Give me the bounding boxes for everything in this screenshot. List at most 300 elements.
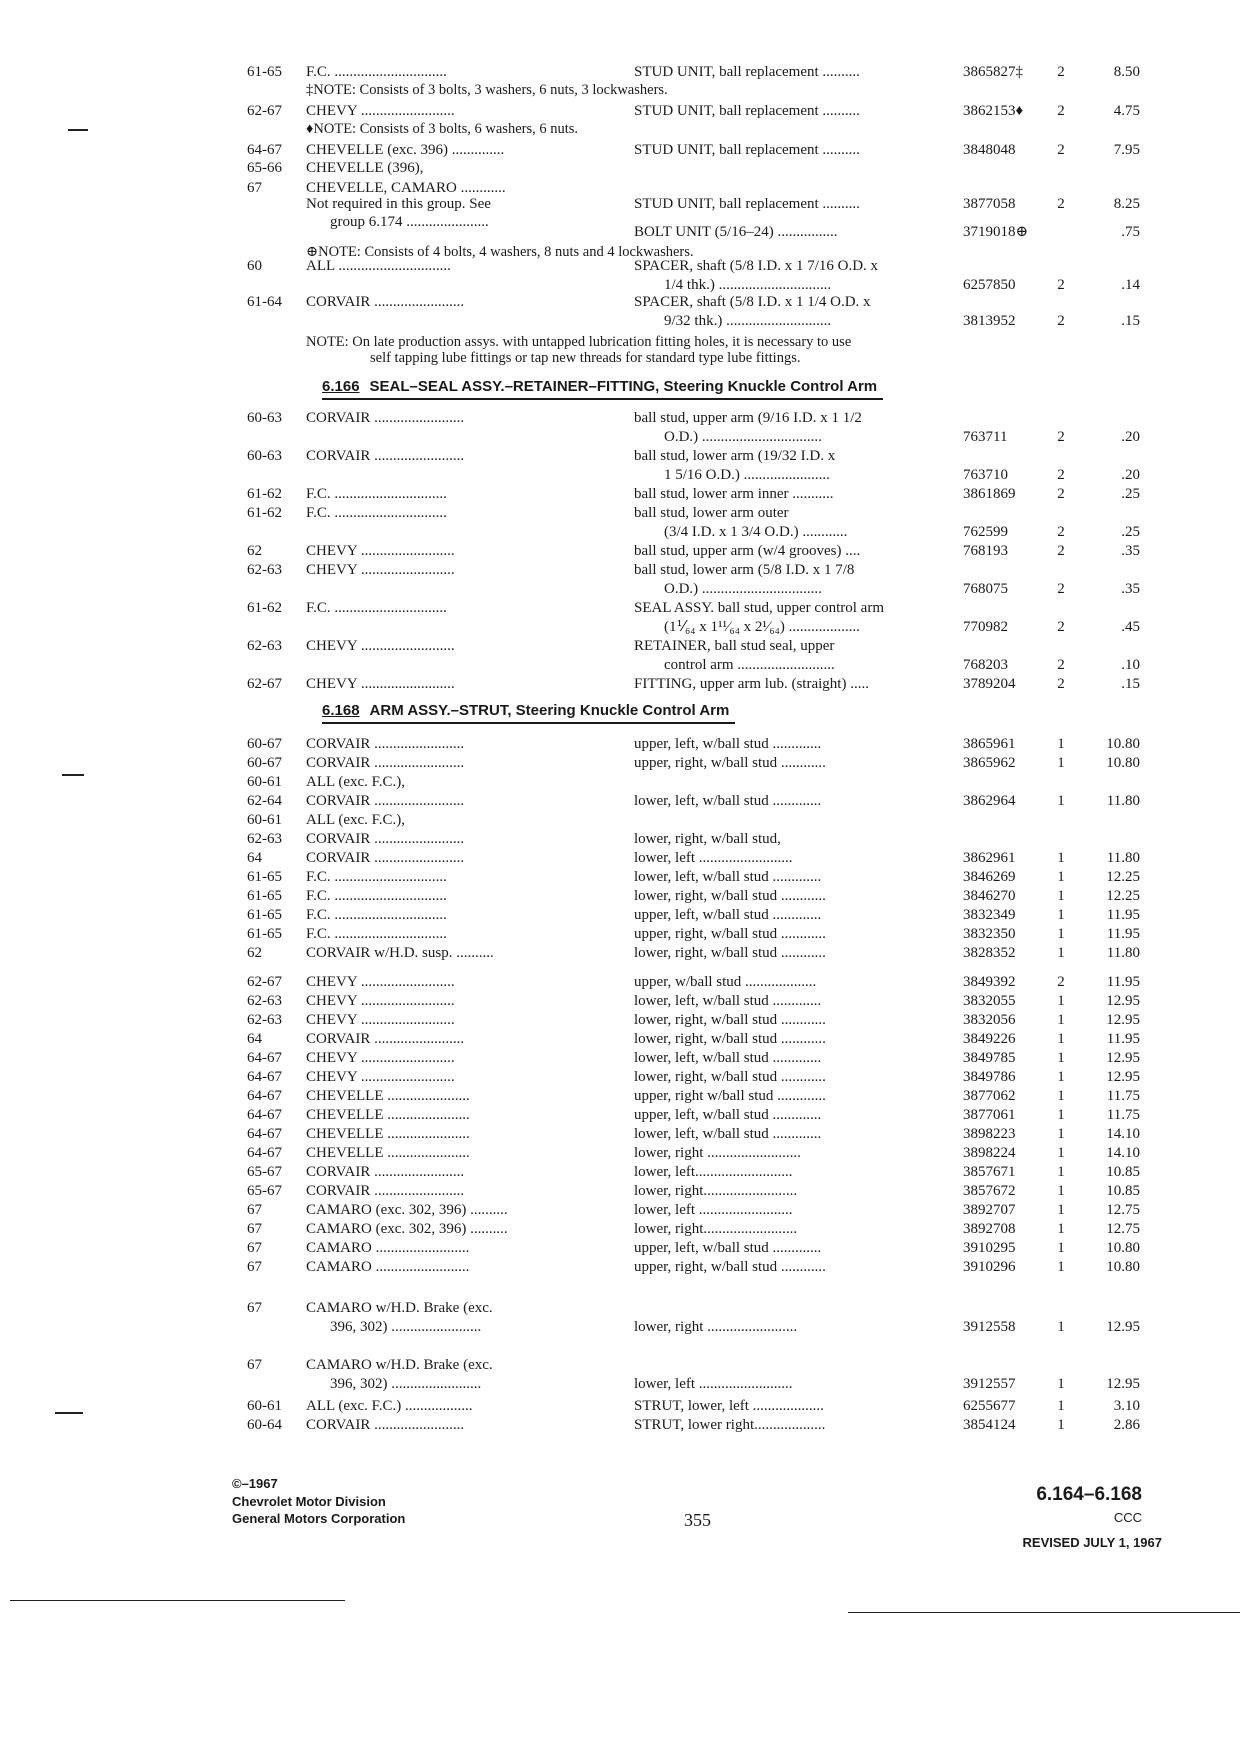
model-name: F.C. ..............................	[306, 907, 447, 923]
model-year: 62-67	[247, 974, 282, 990]
model-year: 67	[247, 1259, 262, 1275]
part-number: 3865827‡	[963, 64, 1023, 80]
model-year: 61-65	[247, 64, 282, 80]
price: .25	[1121, 486, 1140, 502]
price: 11.95	[1106, 907, 1140, 923]
quantity: 2	[1057, 581, 1065, 597]
part-number: 3910296	[963, 1259, 1016, 1275]
model-name-continued: group 6.174 ......................	[330, 214, 489, 230]
model-name: Not required in this group. See	[306, 196, 491, 212]
model-name: CORVAIR ........................	[306, 831, 465, 847]
part-description: upper, w/ball stud ...................	[634, 974, 817, 990]
part-number: 768193	[963, 543, 1008, 559]
model-name: F.C. ..............................	[306, 869, 447, 885]
model-name: CORVAIR ........................	[306, 1417, 465, 1433]
note-text: NOTE: On late production assys. with untapped lubrication fitting holes, it is necessary to use	[306, 334, 852, 350]
quantity: 2	[1057, 313, 1065, 329]
model-year: 60-61	[247, 774, 282, 790]
part-description: lower, left, w/ball stud .............	[634, 793, 822, 809]
price: 10.80	[1106, 736, 1140, 752]
code-label: CCC	[1113, 1510, 1142, 1525]
model-year: 64	[247, 850, 262, 866]
price: 12.95	[1106, 1050, 1140, 1066]
quantity: 2	[1057, 142, 1065, 158]
quantity: 2	[1057, 974, 1065, 990]
part-number: 3854124	[963, 1417, 1016, 1433]
part-description: upper, right, w/ball stud ............	[634, 755, 826, 771]
model-year: 67	[247, 1300, 262, 1316]
note-text-continued: self tapping lube fittings or tap new threads for standard type lube fittings.	[370, 350, 801, 366]
price: 8.50	[1113, 64, 1140, 80]
model-year: 61-65	[247, 926, 282, 942]
part-number: 3849786	[963, 1069, 1016, 1085]
quantity: 2	[1057, 277, 1065, 293]
part-description: SEAL ASSY. ball stud, upper control arm	[634, 600, 884, 616]
model-year: 62-63	[247, 562, 282, 578]
price: .15	[1121, 313, 1140, 329]
part-description-continued: O.D.) ................................	[664, 581, 822, 597]
model-year: 60-61	[247, 812, 282, 828]
price: .10	[1121, 657, 1140, 673]
model-year: 65-67	[247, 1164, 282, 1180]
price: 12.95	[1106, 1319, 1140, 1335]
revised-date: REVISED JULY 1, 1967	[1022, 1535, 1162, 1550]
part-description: STUD UNIT, ball replacement ..........	[634, 64, 860, 80]
model-year: 64-67	[247, 1145, 282, 1161]
part-description: ball stud, lower arm (5/8 I.D. x 1 7/8	[634, 562, 855, 578]
section-heading	[322, 376, 883, 400]
part-description: lower, right, w/ball stud ............	[634, 1012, 826, 1028]
model-name: CAMARO .........................	[306, 1259, 470, 1275]
quantity: 1	[1057, 1031, 1065, 1047]
part-number: 3861869	[963, 486, 1016, 502]
quantity: 2	[1057, 429, 1065, 445]
part-description: lower, left .........................	[634, 850, 793, 866]
model-year: 67	[247, 1357, 262, 1373]
model-year: 60-61	[247, 1398, 282, 1414]
quantity: 1	[1057, 1126, 1065, 1142]
part-number: 3912557	[963, 1376, 1016, 1392]
model-name: CHEVY .........................	[306, 1050, 455, 1066]
model-year: 61-62	[247, 600, 282, 616]
part-number: 6257850	[963, 277, 1016, 293]
model-name: CORVAIR ........................	[306, 410, 465, 426]
part-description: STUD UNIT, ball replacement ..........	[634, 142, 860, 158]
price: 11.80	[1106, 850, 1140, 866]
model-name: CHEVELLE ......................	[306, 1126, 470, 1142]
model-name: CORVAIR ........................	[306, 736, 465, 752]
part-number: 3898223	[963, 1126, 1016, 1142]
price: 11.95	[1106, 1031, 1140, 1047]
quantity: 1	[1057, 736, 1065, 752]
scan-mark	[62, 774, 84, 776]
note-text: ⊕NOTE: Consists of 4 bolts, 4 washers, 8 nuts and 4 lockwashers.	[306, 244, 694, 260]
part-number: 3857671	[963, 1164, 1016, 1180]
part-description: STUD UNIT, ball replacement ..........	[634, 103, 860, 119]
part-description: STRUT, lower, left ...................	[634, 1398, 824, 1414]
part-number: 3846269	[963, 869, 1016, 885]
part-number: 763710	[963, 467, 1008, 483]
model-year: 64	[247, 1031, 262, 1047]
scan-mark	[55, 1412, 83, 1414]
quantity: 2	[1057, 543, 1065, 559]
model-year: 67	[247, 180, 262, 196]
quantity: 1	[1057, 1398, 1065, 1414]
part-number: 3892708	[963, 1221, 1016, 1237]
quantity: 1	[1057, 869, 1065, 885]
part-number: 3719018⊕	[963, 224, 1029, 240]
part-number: 3832056	[963, 1012, 1016, 1028]
quantity: 1	[1057, 1240, 1065, 1256]
part-number: 3862964	[963, 793, 1016, 809]
quantity: 2	[1057, 196, 1065, 212]
part-description: lower, left, w/ball stud .............	[634, 1050, 822, 1066]
price: .20	[1121, 429, 1140, 445]
part-description: upper, left, w/ball stud .............	[634, 907, 822, 923]
model-name: F.C. ..............................	[306, 888, 447, 904]
price: 10.80	[1106, 755, 1140, 771]
model-year: 67	[247, 1202, 262, 1218]
part-number: 768203	[963, 657, 1008, 673]
price: 11.95	[1106, 926, 1140, 942]
part-number: 763711	[963, 429, 1008, 445]
price: .25	[1121, 524, 1140, 540]
model-name: CAMARO (exc. 302, 396) ..........	[306, 1202, 508, 1218]
price: 11.75	[1106, 1107, 1140, 1123]
model-name: CHEVELLE (exc. 396) ..............	[306, 142, 505, 158]
part-description: RETAINER, ball stud seal, upper	[634, 638, 835, 654]
part-description: ball stud, lower arm (19/32 I.D. x	[634, 448, 836, 464]
model-name: CORVAIR ........................	[306, 1031, 465, 1047]
price: 14.10	[1106, 1126, 1140, 1142]
quantity: 1	[1057, 1376, 1065, 1392]
part-description-continued: 9/32 thk.) ............................	[664, 313, 832, 329]
part-number: 3877062	[963, 1088, 1016, 1104]
model-name: CAMARO (exc. 302, 396) ..........	[306, 1221, 508, 1237]
part-description: ball stud, upper arm (9/16 I.D. x 1 1/2	[634, 410, 862, 426]
part-description-continued: (1⅟₆₄ x 1¹¹⁄₆₄ x 2¹⁄₆₄) ...................	[664, 619, 860, 635]
model-name: CORVAIR ........................	[306, 448, 465, 464]
quantity: 2	[1057, 524, 1065, 540]
price: 11.80	[1106, 945, 1140, 961]
part-description: lower, left, w/ball stud .............	[634, 1126, 822, 1142]
model-year: 64-67	[247, 1069, 282, 1085]
part-description: upper, right w/ball stud .............	[634, 1088, 826, 1104]
model-name: ALL ..............................	[306, 258, 451, 274]
quantity: 1	[1057, 1012, 1065, 1028]
quantity: 1	[1057, 1319, 1065, 1335]
model-name: CHEVELLE, CAMARO ............	[306, 180, 506, 196]
part-description: lower, right, w/ball stud ............	[634, 1031, 826, 1047]
model-year: 62-67	[247, 676, 282, 692]
quantity: 1	[1057, 993, 1065, 1009]
part-number: 768075	[963, 581, 1008, 597]
model-name: F.C. ..............................	[306, 600, 447, 616]
model-name: CORVAIR ........................	[306, 1183, 465, 1199]
price: 12.95	[1106, 993, 1140, 1009]
quantity: 2	[1057, 64, 1065, 80]
model-year: 65-66	[247, 160, 282, 176]
scan-edge-line	[10, 1600, 345, 1601]
model-name: CORVAIR ........................	[306, 793, 465, 809]
model-year: 67	[247, 1221, 262, 1237]
part-number: 3892707	[963, 1202, 1016, 1218]
page-number: 355	[684, 1510, 711, 1530]
model-year: 67	[247, 1240, 262, 1256]
part-number: 3789204	[963, 676, 1016, 692]
model-name-continued: 396, 302) ........................	[330, 1376, 482, 1392]
model-year: 62-63	[247, 1012, 282, 1028]
part-description: ball stud, lower arm inner ...........	[634, 486, 834, 502]
quantity: 1	[1057, 1145, 1065, 1161]
quantity: 1	[1057, 888, 1065, 904]
part-description-continued: O.D.) ................................	[664, 429, 822, 445]
model-year: 60-63	[247, 448, 282, 464]
quantity: 1	[1057, 907, 1065, 923]
model-year: 60	[247, 258, 262, 274]
part-number: 3910295	[963, 1240, 1016, 1256]
section-title: SEAL–SEAL ASSY.–RETAINER–FITTING, Steering Knuckle Control Arm	[369, 378, 878, 395]
part-number: 3865962	[963, 755, 1016, 771]
note-text: ‡NOTE: Consists of 3 bolts, 3 washers, 6 nuts, 3 lockwashers.	[306, 82, 668, 98]
model-name: CHEVY .........................	[306, 103, 455, 119]
quantity: 1	[1057, 1417, 1065, 1433]
model-year: 61-65	[247, 907, 282, 923]
part-description: lower, left, w/ball stud .............	[634, 993, 822, 1009]
quantity: 1	[1057, 1050, 1065, 1066]
part-number: 3862961	[963, 850, 1016, 866]
part-description: ball stud, upper arm (w/4 grooves) ....	[634, 543, 861, 559]
model-name: CHEVY .........................	[306, 543, 455, 559]
part-description: upper, right, w/ball stud ............	[634, 1259, 826, 1275]
quantity: 1	[1057, 1202, 1065, 1218]
part-description: lower, left, w/ball stud .............	[634, 869, 822, 885]
part-description: upper, left, w/ball stud .............	[634, 1240, 822, 1256]
model-year: 61-65	[247, 869, 282, 885]
quantity: 2	[1057, 486, 1065, 502]
part-description: SPACER, shaft (5/8 I.D. x 1 1/4 O.D. x	[634, 294, 871, 310]
part-number: 770982	[963, 619, 1008, 635]
part-description-continued: 1 5/16 O.D.) .......................	[664, 467, 830, 483]
part-number: 3857672	[963, 1183, 1016, 1199]
model-year: 60-67	[247, 736, 282, 752]
part-description: upper, left, w/ball stud .............	[634, 1107, 822, 1123]
model-year: 62-63	[247, 638, 282, 654]
price: 12.95	[1106, 1069, 1140, 1085]
section-heading	[322, 700, 735, 724]
price: 7.95	[1113, 142, 1140, 158]
price: .14	[1121, 277, 1140, 293]
model-year: 64-67	[247, 1126, 282, 1142]
part-number: 6255677	[963, 1398, 1016, 1414]
model-name: CHEVY .........................	[306, 562, 455, 578]
part-number: 762599	[963, 524, 1008, 540]
scan-edge-line	[848, 1612, 1240, 1613]
quantity: 1	[1057, 1107, 1065, 1123]
part-description: ball stud, lower arm outer	[634, 505, 789, 521]
price: 10.85	[1106, 1164, 1140, 1180]
price: .20	[1121, 467, 1140, 483]
price: 12.95	[1106, 1012, 1140, 1028]
part-description: STUD UNIT, ball replacement ..........	[634, 196, 860, 212]
quantity: 1	[1057, 1183, 1065, 1199]
price: .35	[1121, 543, 1140, 559]
part-description: lower, left .........................	[634, 1202, 793, 1218]
section-number: 6.168	[322, 702, 360, 719]
part-number: 3813952	[963, 313, 1016, 329]
quantity: 1	[1057, 1088, 1065, 1104]
part-description: SPACER, shaft (5/8 I.D. x 1 7/16 O.D. x	[634, 258, 879, 274]
model-name: F.C. ..............................	[306, 64, 447, 80]
scan-mark	[68, 129, 88, 131]
model-name: ALL (exc. F.C.),	[306, 812, 406, 828]
note-text: ♦NOTE: Consists of 3 bolts, 6 washers, 6 nuts.	[306, 121, 579, 137]
model-year: 60-63	[247, 410, 282, 426]
model-name: ALL (exc. F.C.) ..................	[306, 1398, 473, 1414]
price: .45	[1121, 619, 1140, 635]
price: .35	[1121, 581, 1140, 597]
part-description: STRUT, lower right...................	[634, 1417, 826, 1433]
model-name: CORVAIR w/H.D. susp. ..........	[306, 945, 494, 961]
part-description: lower, left .........................	[634, 1376, 793, 1392]
model-name: F.C. ..............................	[306, 505, 447, 521]
quantity: 1	[1057, 1164, 1065, 1180]
part-number: 3846270	[963, 888, 1016, 904]
price: 12.75	[1106, 1221, 1140, 1237]
part-description-continued: 1/4 thk.) ..............................	[664, 277, 832, 293]
model-name: CHEVELLE ......................	[306, 1088, 470, 1104]
model-year: 61-62	[247, 505, 282, 521]
part-number: 3877061	[963, 1107, 1016, 1123]
part-number: 3849392	[963, 974, 1016, 990]
division-name: Chevrolet Motor Division	[232, 1494, 386, 1509]
part-description-continued: control arm ..........................	[664, 657, 835, 673]
part-number: 3862153♦	[963, 103, 1024, 119]
quantity: 1	[1057, 1259, 1065, 1275]
price: 10.80	[1106, 1240, 1140, 1256]
model-year: 64-67	[247, 1088, 282, 1104]
part-description: lower, right.........................	[634, 1221, 798, 1237]
part-description: FITTING, upper arm lub. (straight) .....	[634, 676, 869, 692]
quantity: 2	[1057, 467, 1065, 483]
part-number: 3828352	[963, 945, 1016, 961]
model-year: 60-64	[247, 1417, 282, 1433]
part-description: lower, left..........................	[634, 1164, 793, 1180]
section-title: ARM ASSY.–STRUT, Steering Knuckle Control Arm	[369, 702, 730, 719]
quantity: 1	[1057, 945, 1065, 961]
model-name-continued: 396, 302) ........................	[330, 1319, 482, 1335]
price: 12.25	[1106, 888, 1140, 904]
model-name: CAMARO .........................	[306, 1240, 470, 1256]
model-name: CAMARO w/H.D. Brake (exc.	[306, 1357, 493, 1373]
quantity: 2	[1057, 676, 1065, 692]
copyright: ©–1967	[232, 1476, 278, 1491]
part-number: 3877058	[963, 196, 1016, 212]
section-number: 6.166	[322, 378, 360, 395]
part-description: upper, right, w/ball stud ............	[634, 926, 826, 942]
model-name: CHEVY .........................	[306, 1069, 455, 1085]
quantity: 2	[1057, 619, 1065, 635]
model-name: CORVAIR ........................	[306, 755, 465, 771]
price: .75	[1121, 224, 1140, 240]
price: 14.10	[1106, 1145, 1140, 1161]
part-number: 3832350	[963, 926, 1016, 942]
quantity: 1	[1057, 1221, 1065, 1237]
part-description: lower, right, w/ball stud ............	[634, 1069, 826, 1085]
model-name: ALL (exc. F.C.),	[306, 774, 406, 790]
part-description: lower, right ........................	[634, 1319, 798, 1335]
part-description: lower, right, w/ball stud ............	[634, 945, 826, 961]
model-name: CORVAIR ........................	[306, 1164, 465, 1180]
quantity: 1	[1057, 1069, 1065, 1085]
part-number: 3848048	[963, 142, 1016, 158]
part-description: lower, right, w/ball stud,	[634, 831, 781, 847]
model-year: 62-67	[247, 103, 282, 119]
quantity: 1	[1057, 850, 1065, 866]
model-name: CHEVY .........................	[306, 676, 455, 692]
model-year: 60-67	[247, 755, 282, 771]
model-year: 64-67	[247, 142, 282, 158]
model-name: CHEVELLE ......................	[306, 1107, 470, 1123]
price: 10.85	[1106, 1183, 1140, 1199]
model-name: CHEVY .........................	[306, 974, 455, 990]
model-name: F.C. ..............................	[306, 926, 447, 942]
model-year: 61-62	[247, 486, 282, 502]
model-name: CHEVELLE ......................	[306, 1145, 470, 1161]
model-name: CORVAIR ........................	[306, 850, 465, 866]
model-name: CHEVY .........................	[306, 1012, 455, 1028]
part-number: 3849226	[963, 1031, 1016, 1047]
model-year: 62-64	[247, 793, 282, 809]
price: .15	[1121, 676, 1140, 692]
price: 12.75	[1106, 1202, 1140, 1218]
model-name: CHEVY .........................	[306, 638, 455, 654]
model-year: 62-63	[247, 831, 282, 847]
model-year: 61-65	[247, 888, 282, 904]
corporation-name: General Motors Corporation	[232, 1511, 406, 1526]
model-name: F.C. ..............................	[306, 486, 447, 502]
price: 11.95	[1106, 974, 1140, 990]
part-description: lower, right.........................	[634, 1183, 798, 1199]
model-year: 61-64	[247, 294, 282, 310]
model-year: 65-67	[247, 1183, 282, 1199]
price: 4.75	[1113, 103, 1140, 119]
part-number: 3898224	[963, 1145, 1016, 1161]
price: 10.80	[1106, 1259, 1140, 1275]
price: 11.75	[1106, 1088, 1140, 1104]
group-range: 6.164–6.168	[1036, 1484, 1142, 1505]
model-name: CORVAIR ........................	[306, 294, 465, 310]
model-name: CHEVELLE (396),	[306, 160, 424, 176]
part-description: BOLT UNIT (5/16–24) ................	[634, 224, 838, 240]
part-description: upper, left, w/ball stud .............	[634, 736, 822, 752]
price: 2.86	[1113, 1417, 1140, 1433]
quantity: 1	[1057, 926, 1065, 942]
model-year: 64-67	[247, 1050, 282, 1066]
part-number: 3865961	[963, 736, 1016, 752]
quantity: 2	[1057, 103, 1065, 119]
model-year: 64-67	[247, 1107, 282, 1123]
part-description-continued: (3/4 I.D. x 1 3/4 O.D.) ............	[664, 524, 848, 540]
quantity: 2	[1057, 657, 1065, 673]
price: 3.10	[1113, 1398, 1140, 1414]
model-name: CHEVY .........................	[306, 993, 455, 1009]
part-number: 3832349	[963, 907, 1016, 923]
model-year: 62	[247, 945, 262, 961]
part-description: lower, right, w/ball stud ............	[634, 888, 826, 904]
price: 12.95	[1106, 1376, 1140, 1392]
part-number: 3832055	[963, 993, 1016, 1009]
